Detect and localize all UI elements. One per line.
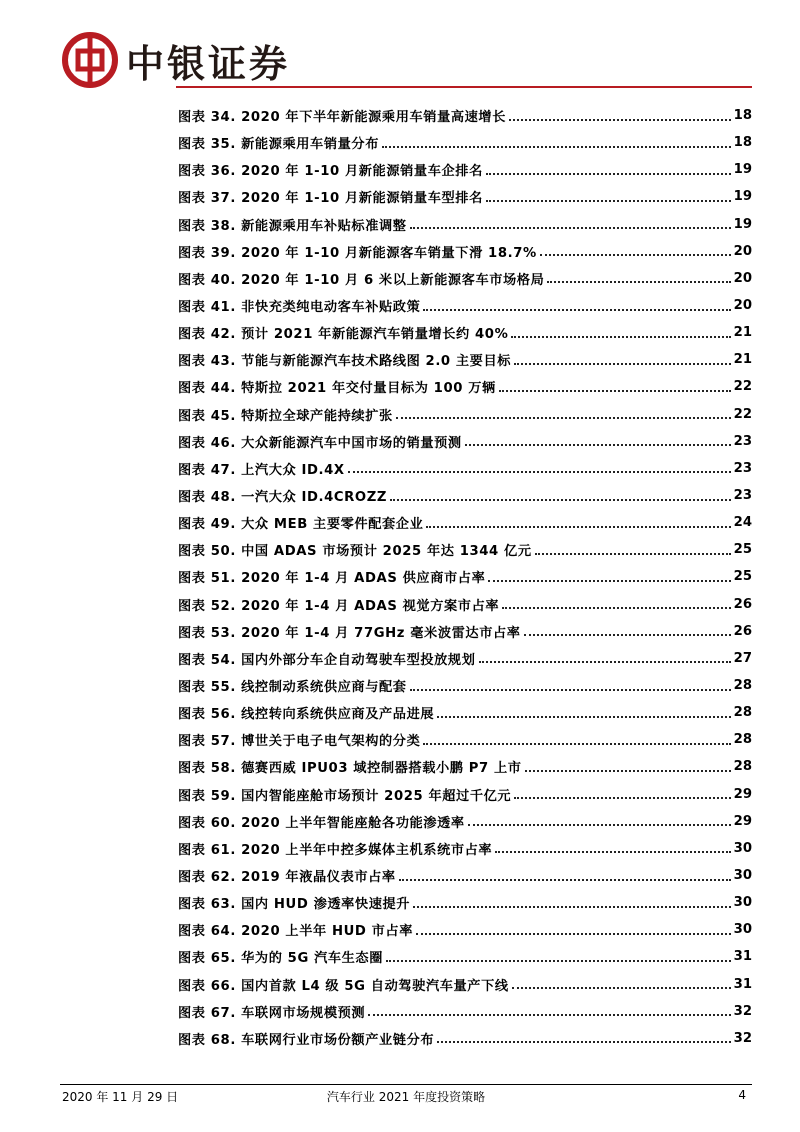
toc-entry[interactable] <box>178 373 752 400</box>
toc-entry[interactable] <box>178 536 752 563</box>
toc-entry-title: 图表 52. 2020 年 1-4 月 ADAS 视觉方案市占率 <box>178 598 500 614</box>
toc-entry-title: 图表 62. 2019 年液晶仪表市占率 <box>178 870 396 885</box>
toc-leader-dots <box>437 716 730 718</box>
toc-leader-dots <box>468 824 731 826</box>
toc-entry[interactable] <box>178 781 752 808</box>
toc-leader-dots <box>514 363 731 365</box>
toc-entry-page: 21 <box>733 352 752 368</box>
toc-leader-dots <box>423 309 730 311</box>
toc-leader-dots <box>479 661 731 663</box>
toc-entry-page: 32 <box>733 1030 752 1046</box>
toc-entry-page: 31 <box>733 976 752 992</box>
toc-entry-title: 图表 53. 2020 年 1-4 月 77GHz 毫米波雷达市占率 <box>178 625 521 641</box>
footer-divider <box>60 1084 752 1085</box>
toc-entry-title: 图表 45. 特斯拉全球产能持续扩张 <box>178 408 393 424</box>
toc-entry[interactable] <box>178 509 752 536</box>
toc-entry-page: 20 <box>733 298 752 314</box>
toc-leader-dots <box>488 580 730 582</box>
toc-entry-page: 29 <box>733 786 752 802</box>
toc-entry[interactable] <box>178 563 752 590</box>
toc-entry-page: 32 <box>733 1003 752 1019</box>
toc-leader-dots <box>512 987 731 989</box>
toc-entry-page: 28 <box>733 678 752 694</box>
toc-entry-title: 图表 54. 国内外部分车企自动驾驶车型投放规划 <box>178 652 476 668</box>
toc-entry-title: 图表 59. 国内智能座舱市场预计 2025 年超过千亿元 <box>178 788 512 804</box>
toc-entry[interactable] <box>178 753 752 780</box>
toc-leader-dots <box>416 933 731 935</box>
toc-leader-dots <box>486 173 731 175</box>
toc-entry-page: 30 <box>733 895 752 911</box>
toc-entry[interactable] <box>178 265 752 292</box>
toc-leader-dots <box>348 471 731 473</box>
toc-leader-dots <box>410 227 731 229</box>
toc-entry[interactable] <box>178 835 752 862</box>
toc-leader-dots <box>502 607 730 609</box>
toc-entry[interactable] <box>178 183 752 210</box>
toc-entry-page: 23 <box>733 488 752 504</box>
toc-entry-title: 图表 61. 2020 上半年中控多媒体主机系统市占率 <box>178 842 493 858</box>
toc-leader-dots <box>511 336 730 338</box>
toc-entry-page: 22 <box>733 406 752 422</box>
company-name: 中银证券 <box>126 40 291 86</box>
toc-entry-page: 20 <box>733 243 752 259</box>
toc-entry[interactable] <box>178 238 752 265</box>
report-title: 汽车行业 2021 年度投资策略 <box>326 1090 486 1104</box>
toc-entry[interactable] <box>178 672 752 699</box>
toc-entry-page: 30 <box>733 922 752 938</box>
toc-entry-page: 18 <box>733 108 752 124</box>
toc-leader-dots <box>410 689 731 691</box>
toc-entry-title: 图表 64. 2020 上半年 HUD 市占率 <box>178 924 414 940</box>
toc-leader-dots <box>382 146 731 148</box>
toc-entry-page: 28 <box>733 759 752 775</box>
toc-entry-title: 图表 67. 车联网市场规模预测 <box>178 1005 366 1021</box>
toc-entry[interactable] <box>178 699 752 726</box>
toc-leader-dots <box>495 851 730 853</box>
toc-leader-dots <box>535 553 731 555</box>
toc-leader-dots <box>465 444 731 446</box>
toc-entry-title: 图表 51. 2020 年 1-4 月 ADAS 供应商市占率 <box>178 571 486 587</box>
toc-entry[interactable] <box>178 401 752 428</box>
toc-entry-page: 28 <box>733 705 752 721</box>
toc-entry[interactable] <box>178 916 752 943</box>
toc-entry-page: 23 <box>733 460 752 476</box>
toc-entry[interactable] <box>178 482 752 509</box>
toc-entry-page: 30 <box>733 868 752 883</box>
toc-entry-title: 图表 63. 国内 HUD 渗透率快速提升 <box>178 897 411 913</box>
toc-entry[interactable] <box>178 943 752 970</box>
toc-entry[interactable] <box>178 102 752 129</box>
toc-entry-title: 图表 47. 上汽大众 ID.4X <box>178 462 345 478</box>
toc-leader-dots <box>437 1041 730 1043</box>
toc-entry-title: 图表 39. 2020 年 1-10 月新能源客车销量下滑 18.7% <box>178 245 537 261</box>
toc-entry-page: 26 <box>733 596 752 612</box>
toc-entry[interactable] <box>178 156 752 183</box>
toc-entry[interactable] <box>178 346 752 373</box>
toc-entry-title: 图表 50. 中国 ADAS 市场预计 2025 年达 1344 亿元 <box>178 544 532 560</box>
toc-leader-dots <box>514 797 730 799</box>
toc-entry[interactable] <box>178 889 752 916</box>
toc-entry-page: 30 <box>733 840 752 856</box>
toc-leader-dots <box>386 960 731 962</box>
toc-entry-title: 图表 48. 一汽大众 ID.4CROZZ <box>178 490 388 506</box>
toc-entry-page: 24 <box>733 515 752 531</box>
toc-entry-page: 25 <box>733 542 752 558</box>
header-divider <box>176 86 752 88</box>
toc-entry-page: 27 <box>733 650 752 666</box>
toc-entry-title: 图表 58. 德赛西威 IPU03 域控制器搭载小鹏 P7 上市 <box>178 761 522 777</box>
page-footer <box>60 1088 752 1104</box>
toc-entry[interactable] <box>178 808 752 835</box>
toc-entry-title: 图表 34. 2020 年下半年新能源乘用车销量高速增长 <box>178 110 507 126</box>
toc-entry-page: 21 <box>733 325 752 341</box>
company-logo <box>62 30 290 90</box>
toc-leader-dots <box>525 770 731 772</box>
toc-entry[interactable] <box>178 862 752 889</box>
toc-leader-dots <box>499 390 731 392</box>
toc-entry-title: 图表 68. 车联网行业市场份额产业链分布 <box>178 1032 435 1048</box>
toc-leader-dots <box>547 281 730 283</box>
figure-list <box>178 102 752 1052</box>
toc-entry[interactable] <box>178 645 752 672</box>
toc-entry[interactable] <box>178 319 752 346</box>
toc-entry-page: 19 <box>733 189 752 205</box>
toc-entry-title: 图表 56. 线控转向系统供应商及产品进展 <box>178 707 435 723</box>
toc-leader-dots <box>423 743 730 745</box>
toc-entry-page: 22 <box>733 379 752 395</box>
toc-leader-dots <box>426 526 730 528</box>
toc-entry[interactable] <box>178 1025 752 1052</box>
toc-entry-title: 图表 36. 2020 年 1-10 月新能源销量车企排名 <box>178 164 483 180</box>
toc-entry-title: 图表 38. 新能源乘用车补贴标准调整 <box>178 218 407 234</box>
toc-entry-page: 23 <box>733 433 752 449</box>
toc-leader-dots <box>524 634 731 636</box>
report-date: 2020 年 11 月 29 日 <box>62 1090 179 1104</box>
toc-entry-title: 图表 49. 大众 MEB 主要零件配套企业 <box>178 517 424 533</box>
toc-entry-title: 图表 65. 华为的 5G 汽车生态圈 <box>178 951 384 967</box>
toc-entry[interactable] <box>178 129 752 156</box>
toc-entry-title: 图表 66. 国内首款 L4 级 5G 自动驾驶汽车量产下线 <box>178 978 509 994</box>
toc-leader-dots <box>413 906 731 908</box>
toc-entry-page: 20 <box>733 270 752 286</box>
toc-entry-title: 图表 43. 节能与新能源汽车技术路线图 2.0 主要目标 <box>178 354 512 370</box>
toc-entry-title: 图表 35. 新能源乘用车销量分布 <box>178 137 379 153</box>
toc-leader-dots <box>396 417 731 419</box>
toc-entry-title: 图表 41. 非快充类纯电动客车补贴政策 <box>178 300 421 316</box>
toc-entry-title: 图表 40. 2020 年 1-10 月 6 米以上新能源客车市场格局 <box>178 272 545 288</box>
toc-entry-page: 26 <box>733 623 752 639</box>
toc-entry[interactable] <box>178 428 752 455</box>
toc-entry-page: 31 <box>733 949 752 965</box>
bank-of-china-logo-icon <box>62 32 118 88</box>
toc-entry-title: 图表 55. 线控制动系统供应商与配套 <box>178 680 407 696</box>
toc-entry-page: 29 <box>733 813 752 829</box>
toc-entry-title: 图表 44. 特斯拉 2021 年交付量目标为 100 万辆 <box>178 381 496 397</box>
toc-entry[interactable] <box>178 211 752 238</box>
toc-entry-page: 19 <box>733 216 752 232</box>
toc-entry-page: 28 <box>733 732 752 748</box>
toc-entry[interactable] <box>178 455 752 482</box>
toc-entry-title: 图表 57. 博世关于电子电气架构的分类 <box>178 734 421 750</box>
toc-entry[interactable] <box>178 998 752 1025</box>
toc-entry-page: 25 <box>733 569 752 585</box>
toc-entry[interactable] <box>178 292 752 319</box>
toc-entry-title: 图表 60. 2020 上半年智能座舱各功能渗透率 <box>178 815 465 831</box>
toc-leader-dots <box>390 499 731 501</box>
toc-entry[interactable] <box>178 618 752 645</box>
toc-entry-page: 18 <box>733 135 752 151</box>
toc-entry-title: 图表 37. 2020 年 1-10 月新能源销量车型排名 <box>178 191 483 207</box>
toc-leader-dots <box>399 879 731 881</box>
toc-entry-title: 图表 42. 预计 2021 年新能源汽车销量增长约 40% <box>178 327 509 343</box>
toc-entry-title: 图表 46. 大众新能源汽车中国市场的销量预测 <box>178 435 462 451</box>
toc-entry[interactable] <box>178 971 752 998</box>
toc-entry-page: 19 <box>733 162 752 178</box>
toc-leader-dots <box>540 254 731 256</box>
toc-leader-dots <box>368 1014 730 1016</box>
page-number: 4 <box>738 1088 746 1102</box>
toc-entry[interactable] <box>178 726 752 753</box>
toc-entry[interactable] <box>178 591 752 618</box>
toc-leader-dots <box>509 119 731 121</box>
toc-leader-dots <box>486 200 731 202</box>
